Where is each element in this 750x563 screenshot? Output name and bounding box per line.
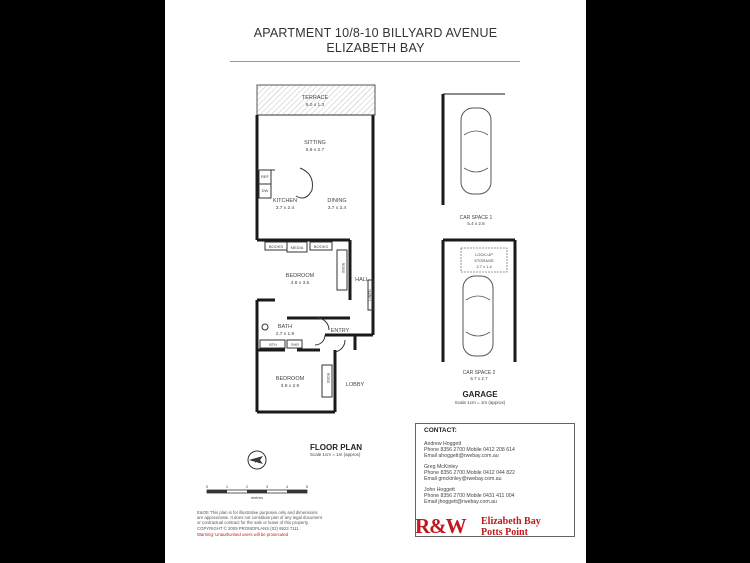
scale-tick-0: 0 (205, 484, 209, 489)
bedroom2-dims: 3.9 x 2.9 (280, 384, 300, 389)
terrace-label: TERRACE (301, 95, 329, 101)
floor-plan-label: FLOOR PLAN (310, 443, 362, 452)
bedroom1-dims: 4.8 x 3.6 (290, 281, 310, 286)
media-label: MEDIA (290, 245, 304, 250)
robe-label-2: ROBE (326, 372, 330, 384)
interior-lines (257, 115, 375, 397)
shr-label: SHR (290, 343, 300, 347)
location-title: ELIZABETH BAY (326, 41, 425, 55)
car-space-2-label: CAR SPACE 2 (462, 370, 496, 376)
dw-label: DW (261, 188, 269, 193)
floor-plan-scale: Scale 1cm = 1m (approx) (310, 452, 361, 457)
apartment-title: APARTMENT 10/8-10 BILLYARD AVENUE (253, 26, 498, 40)
compass-north-label: N (254, 458, 260, 465)
lockup-line1: LOCK-UP (475, 252, 493, 257)
bedroom1-label: BEDROOM (285, 273, 315, 279)
copyright-line: COPYRIGHT © 2009 PROMOPLANS (02) 9523 7111 (197, 526, 299, 531)
agent-1-email[interactable]: Email ahoggett@rwebay.com.au (424, 453, 499, 459)
agent-1-name: Andrew Hoggett (424, 441, 462, 447)
bedroom2-label: BEDROOM (275, 376, 305, 382)
sitting-label: SITTING (304, 140, 326, 146)
lobby-label: LOBBY (345, 382, 365, 388)
car-space-1 (443, 94, 505, 205)
lockup-line2: STORAGE (474, 258, 494, 263)
kitchen-label: KITCHEN (272, 198, 298, 204)
bth-label: BTH (269, 343, 277, 347)
lockup-dims: 2.7 x 1.4 (476, 264, 492, 269)
sitting-dims: 5.8 x 2.7 (305, 148, 325, 153)
hall-label: HALL (355, 277, 369, 283)
apartment-walls (257, 115, 373, 412)
garage-scale: Scale 1cm = 1m (approx) (454, 400, 506, 405)
rw-logo: R&W (415, 514, 466, 538)
agent-2-email[interactable]: Email gmckinley@rwebay.com.au (424, 476, 502, 482)
floor-plan-sheet (165, 0, 586, 563)
bath-label: BATH (277, 324, 293, 330)
books-label-left: BOOKS (268, 244, 284, 249)
compass-icon (248, 451, 266, 469)
linen-label: LINEN (368, 289, 372, 301)
agent-2-name: Greg McKinley (424, 464, 459, 470)
scale-unit: metres (250, 495, 264, 500)
agent-1-phone: Phone 8356 2700 Mobile 0412 208 614 (424, 447, 515, 453)
disclaimer-line3: or contractual contract for the sale or lease of this property. (197, 520, 309, 525)
dining-dims: 3.7 x 3.4 (327, 206, 347, 211)
bath-dims: 2.7 x 1.9 (275, 332, 295, 337)
scale-tick-2: 2 (245, 484, 249, 489)
agent-2-phone: Phone 8356 2700 Mobile 0412 044 822 (424, 470, 515, 476)
scale-tick-3: 3 (265, 484, 269, 489)
scale-tick-5: 5 (305, 484, 309, 489)
terrace-dims: 6.0 x 1.3 (305, 103, 325, 108)
car-icon-1 (461, 108, 491, 194)
brand-office-2: Potts Point (481, 527, 528, 538)
car-space-1-label: CAR SPACE 1 (459, 215, 493, 221)
warning-line: Warning: Unauthorised users will be prosecuted (197, 532, 289, 537)
car-space-1-dims: 5.4 x 2.6 (467, 221, 485, 226)
kitchen-dims: 3.7 x 2.4 (275, 206, 295, 211)
brand-office-1: Elizabeth Bay (481, 516, 541, 527)
ref-label: REF (261, 174, 269, 179)
garage-label: GARAGE (462, 390, 498, 399)
contact-heading: CONTACT: (424, 427, 457, 434)
scale-bar (207, 490, 307, 493)
entry-label: ENTRY (330, 328, 350, 334)
scale-tick-1: 1 (225, 484, 229, 489)
car-space-2-dims: 5.7 x 2.7 (470, 376, 488, 381)
car-icon-2 (463, 276, 493, 356)
agent-3-name: John Hoggett (424, 487, 455, 493)
scale-tick-4: 4 (285, 484, 289, 489)
robe-label-1: ROBE (341, 262, 345, 274)
disclaimer-line1: E&OE This plan is for illustrative purposes only and dimensions (197, 510, 318, 515)
agent-3-email[interactable]: Email jhoggett@rwebay.com.au (424, 499, 497, 505)
disclaimer-line2: are approximate. It does not constitute part of any legal document (197, 515, 322, 520)
books-label-right: BOOKS (313, 244, 329, 249)
dining-label: DINING (327, 198, 347, 204)
agent-3-phone: Phone 8356 2700 Mobile 0431 411 004 (424, 493, 515, 499)
